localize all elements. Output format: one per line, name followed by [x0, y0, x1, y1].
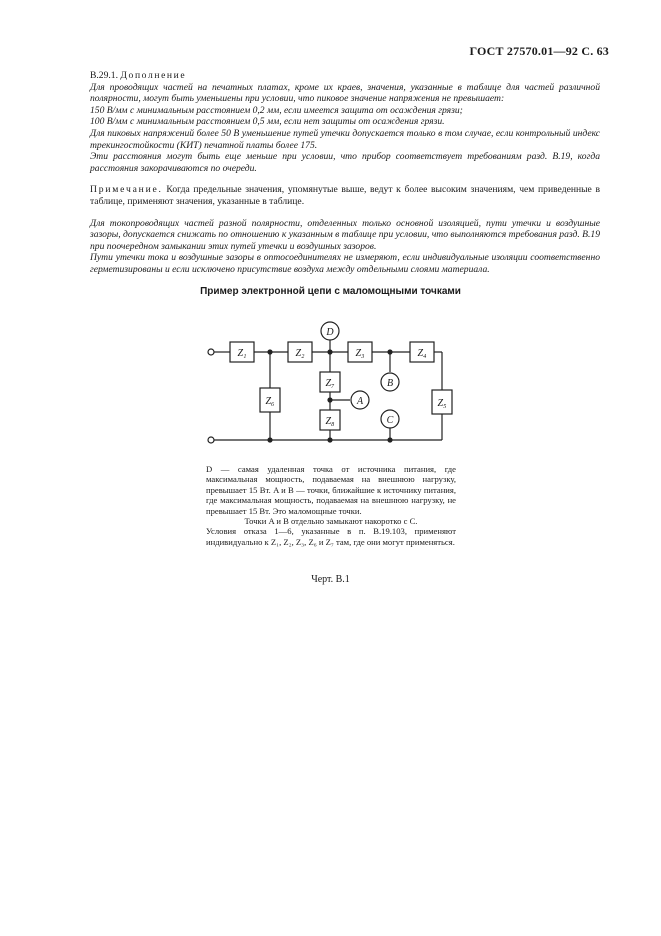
z3-label: Z₃: [355, 348, 365, 359]
point-b-label: B: [386, 378, 394, 389]
circuit-diagram: [200, 316, 470, 448]
section-p2: 150 В/мм с минимальным расстоянием 0,2 мм, если имеется защита от осаждения грязи;: [90, 104, 463, 116]
caption-p3: Условия отказа 1—6, указанные в п. В.19.103, применяют индивидуально к Z₁, Z₂, Z₃, Z₆ и Z₇ там, где они могут применяться.: [206, 526, 456, 547]
section-p3: 100 В/мм с минимальным расстоянием 0,5 мм, если нет защиты от осаждения грязи.: [90, 116, 445, 128]
junction-dot: [328, 438, 332, 442]
section-label: Дополнение: [120, 70, 187, 81]
z2-label: Z₂: [295, 348, 305, 359]
caption-p2: Точки A и B отдельно замыкают накоротко с C.: [244, 516, 418, 527]
z8-label: Z₈: [325, 416, 335, 427]
para2-p1: Для токопроводящих частей разной полярности, отделенных только основной изоляцией, пути утечки и воздушные зазоры, допускается снижать по отношению к указанным в таблице при условии, что выполняются требования разд. В.19 при поочередном замыкании этих путей утечки и воздушных зазоров.: [90, 217, 601, 252]
page-header: ГОСТ 27570.01—92 С. 63: [469, 44, 609, 58]
junction-dot: [388, 350, 392, 354]
z6-label: Z₆: [265, 396, 275, 407]
junction-dot: [268, 350, 272, 354]
junction-dot: [328, 398, 332, 402]
terminal-bottom-icon: [208, 437, 214, 443]
terminal-top-icon: [208, 349, 214, 355]
z1-label: Z₁: [237, 348, 247, 359]
point-a-label: A: [356, 396, 364, 407]
figure-caption: [206, 464, 456, 547]
section-p1: Для проводящих частей на печатных платах, кроме их краев, значения, указанные в таблице для частей различной полярности, могут быть уменьшены при условии, что пиковое значение напряжения не превышает:: [90, 81, 600, 105]
figure-title: Пример электронной цепи с маломощными точками: [200, 286, 461, 297]
section-number: В.29.1.: [90, 70, 118, 81]
para2-p2: Пути утечки тока и воздушные зазоры в оптосоединителях не измеряют, если индивидуальные изоляции соответственно герметизированы и если исключено присутствие воздуха между отдельными слоями материала.: [90, 252, 600, 275]
section-p4: Для пиковых напряжений более 50 В уменьшение путей утечки допускается только в том случае, если контрольный индекс трекингостойкости (КИТ) печатной платы более 175.: [90, 127, 600, 151]
junction-dot: [328, 350, 332, 354]
z7-label: Z₇: [325, 378, 335, 389]
section-heading: [90, 70, 600, 82]
junction-dot: [268, 438, 272, 442]
figure-label: Черт. В.1: [311, 574, 350, 585]
z4-label: Z₄: [417, 348, 427, 359]
junction-dot: [388, 438, 392, 442]
note-label: Примечание.: [90, 184, 163, 196]
section-p5: Эти расстояния могут быть еще меньше при условии, что прибор соответствует требованиям разд. В.19, когда расстояния закорачиваются по очереди.: [90, 151, 600, 174]
note: [90, 184, 600, 207]
main-text: [90, 70, 600, 276]
point-d-label: D: [326, 327, 334, 338]
z5-label: Z₅: [437, 398, 447, 409]
caption-p1: D — самая удаленная точка от источника питания, где максимальная мощность, подаваемая на внешнюю нагрузку, превышает 15 Вт. A и B — точки, ближайшие к источнику питания, где максимальная мощность, подаваемая на внешнюю нагрузку, не превышает 15 Вт. Это маломощные точки.: [206, 464, 456, 516]
note-text: Когда предельные значения, упомянутые выше, ведут к более высоким значениям, чем приведенные в таблице, применяют значения, указанные в таблице.: [90, 184, 600, 207]
point-c-label: C: [386, 415, 394, 426]
